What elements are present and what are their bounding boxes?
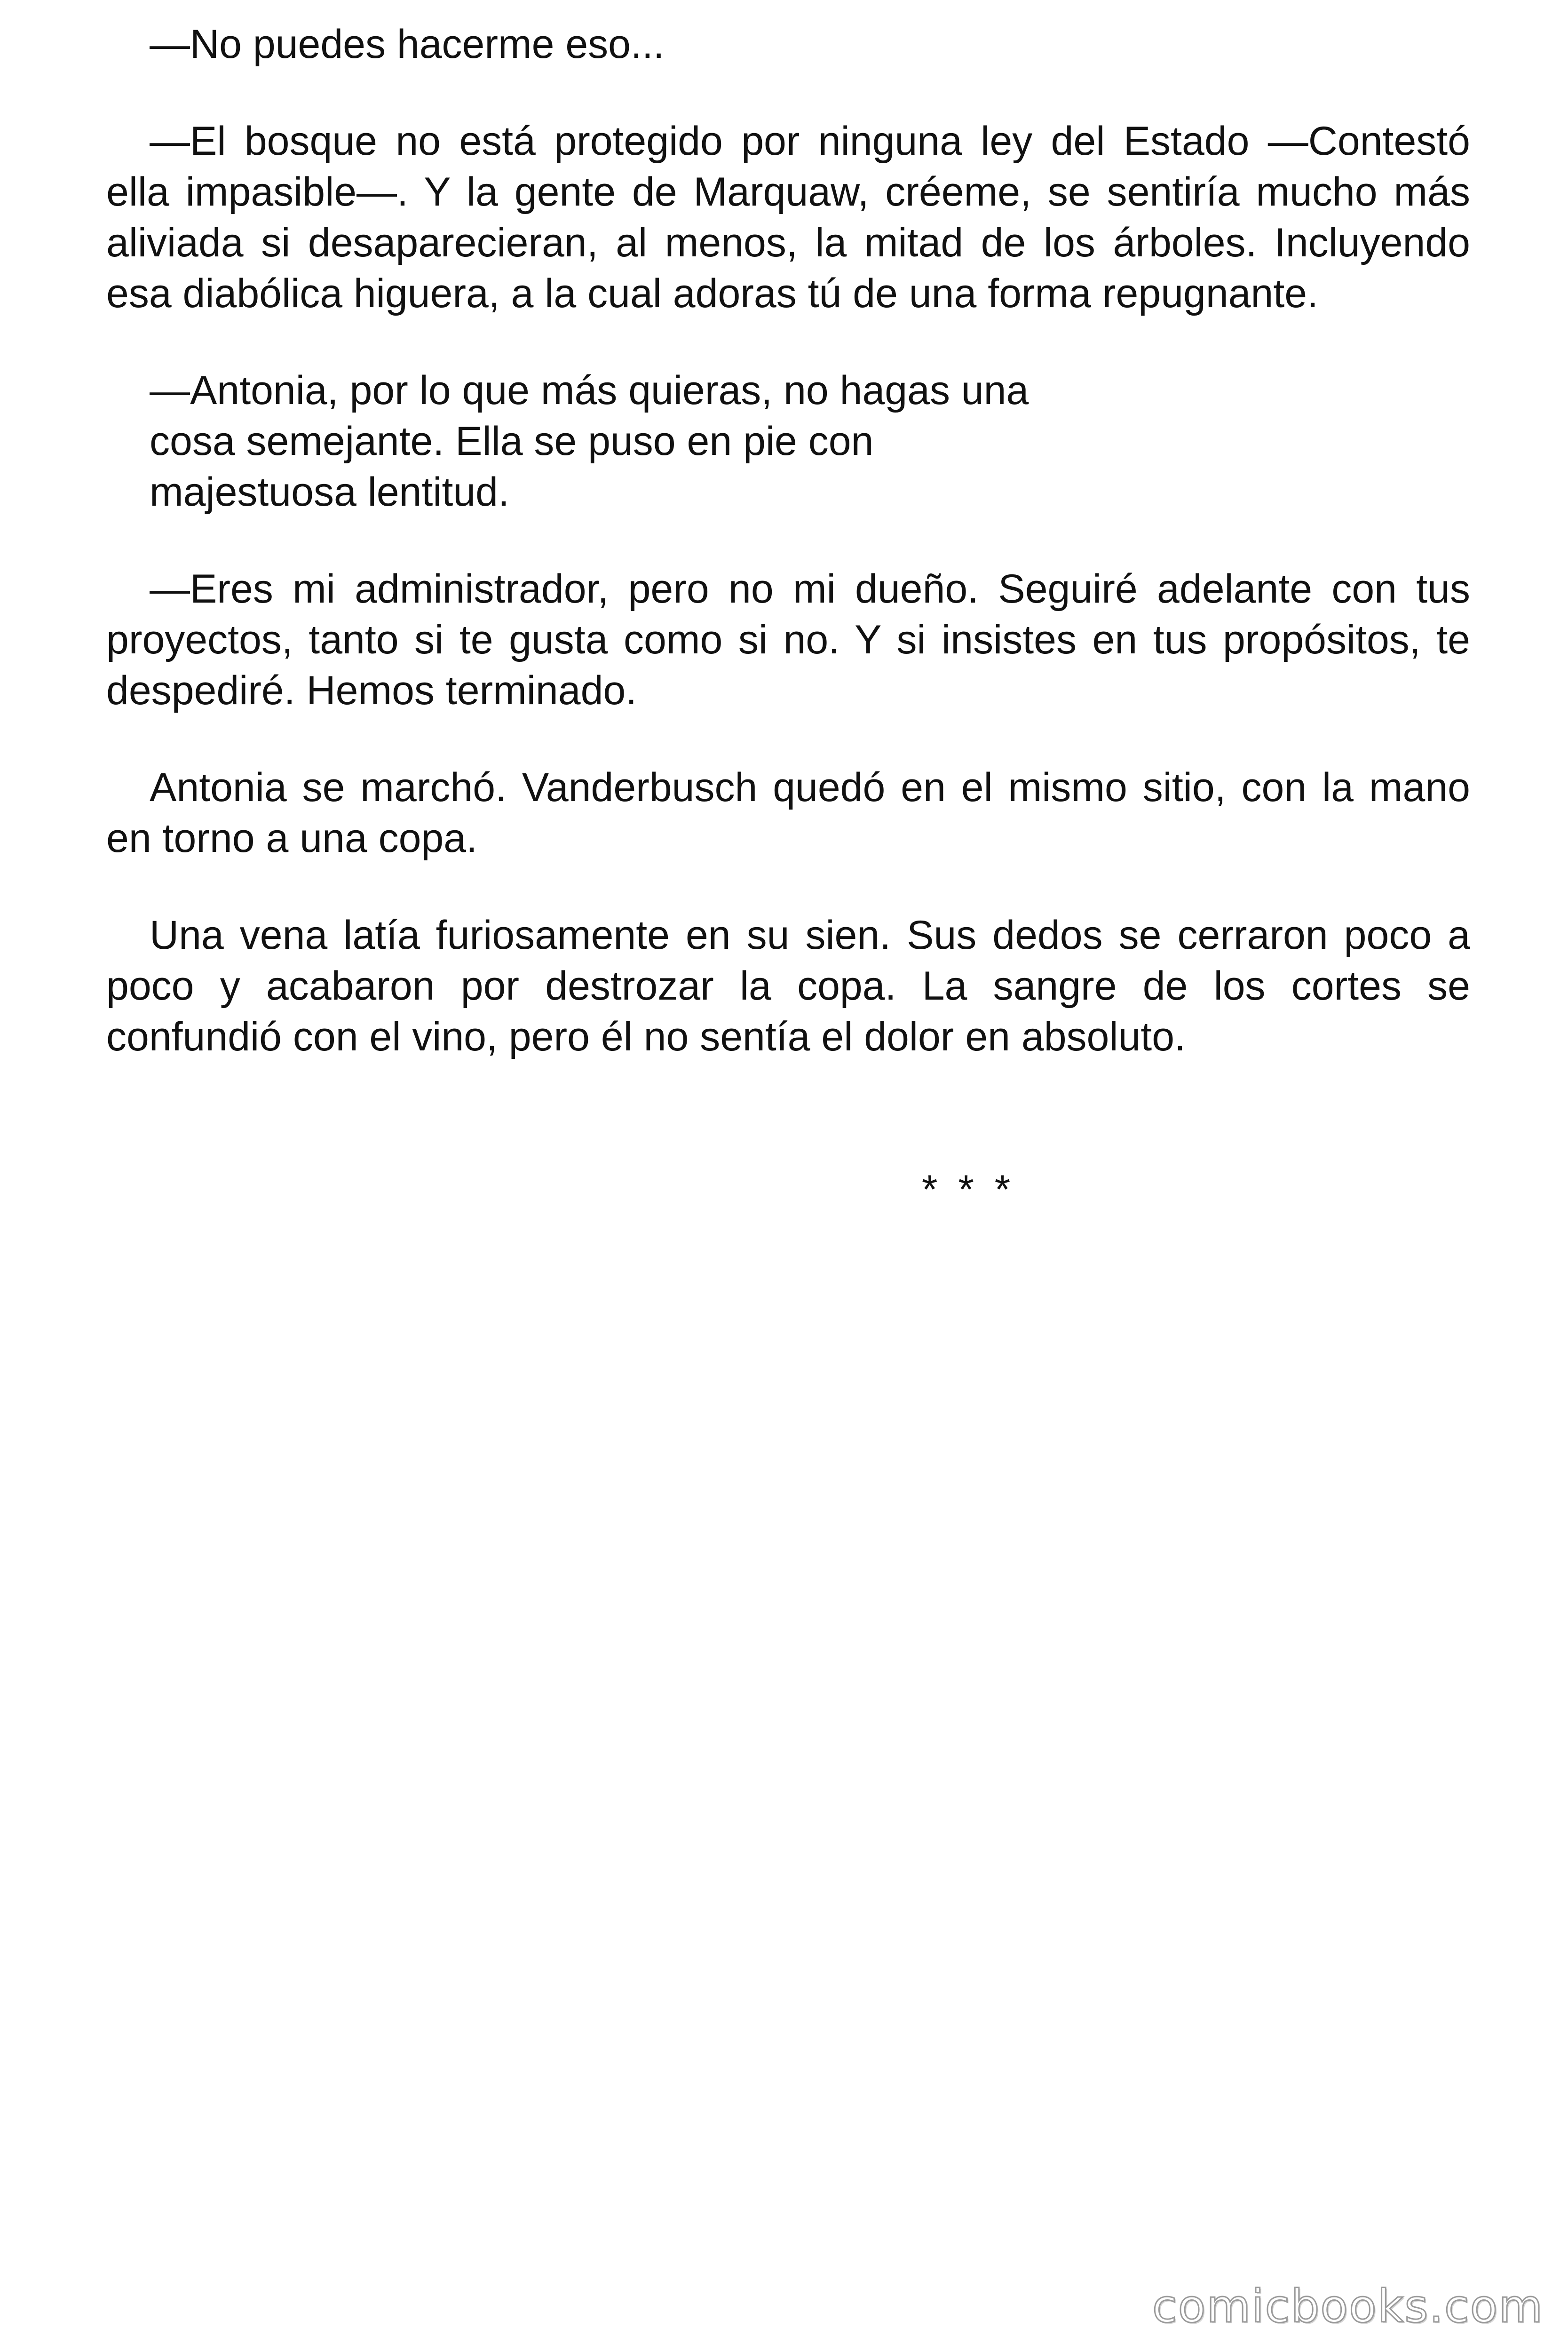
paragraph-5: Antonia se marchó. Vanderbusch quedó en el mismo sitio, con la mano en torno a una copa.	[106, 765, 1470, 861]
section-separator: * * *	[922, 1167, 1015, 1212]
watermark-logo: comicbooks.com	[1152, 2280, 1544, 2333]
paragraph-6: Una vena latía furiosamente en su sien. Sus dedos se cerraron poco a poco y acabaron por destrozar la copa. La sangre de los cortes se confundió con el vino, pero él no sentía el dolor en absoluto.	[106, 913, 1470, 1059]
paragraph-1: —No puedes hacerme eso...	[150, 22, 665, 67]
paragraph-2: —El bosque no está protegido por ninguna ley del Estado —Contestó ella impasible—. Y la gente de Marquaw, créeme, se sentiría mucho más aliviada si desaparecieran, al menos, la mitad de los árboles. Incluyendo esa diabólica higuera, a la cual adoras tú de una forma repugnante.	[106, 119, 1470, 316]
body-text	[106, 19, 1470, 1108]
paragraph-4: —Eres mi administrador, pero no mi dueño. Seguiré adelante con tus proyectos, tanto si te gusta como si no. Y si insistes en tus propósitos, te despediré. Hemos terminado.	[106, 566, 1470, 713]
paragraph-3: —Antonia, por lo que más quieras, no hagas una cosa semejante. Ella se puso en pie con majestuosa lentitud.	[150, 368, 1029, 515]
